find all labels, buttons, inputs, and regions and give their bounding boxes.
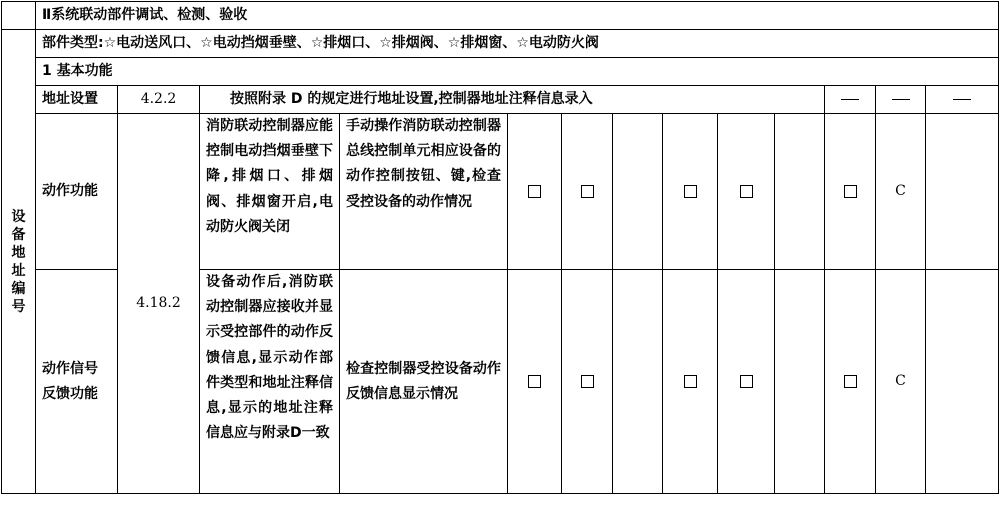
feedback-empty-1 [613,270,663,494]
section-title-row [2,2,999,30]
feedback-name [36,270,118,494]
feedback-grade: C [876,270,926,494]
checkbox-icon[interactable] [740,185,753,198]
action-check-3[interactable] [663,114,718,270]
checkbox-icon[interactable] [684,375,697,388]
address-setting-clause: 4.2.2 [118,86,200,114]
feedback-check-5[interactable] [825,270,876,494]
dash-mark [841,99,859,100]
address-mark-1 [825,86,876,114]
feedback-name-line2: 反馈功能 [42,385,98,402]
action-check-1[interactable] [508,114,562,270]
action-method: 手动操作消防联动控制器总线控制单元相应设备的动作控制按钮、键,检查受控设备的动作情况 [340,114,508,270]
dash-mark [892,99,910,100]
feedback-check-4[interactable] [718,270,775,494]
address-mark-3 [926,86,999,114]
checkbox-icon[interactable] [684,185,697,198]
checkbox-icon[interactable] [528,185,541,198]
action-requirement: 消防联动控制器应能控制电动挡烟垂壁下降,排烟口、排烟阀、排烟窗开启,电动防火阀关闭 [200,114,340,270]
blank-cell [2,2,36,30]
feedback-empty-2 [775,270,825,494]
section-title: Ⅱ系统联动部件调试、检测、验收 [36,2,999,30]
checkbox-icon[interactable] [844,185,857,198]
feedback-check-3[interactable] [663,270,718,494]
feedback-check-2[interactable] [562,270,613,494]
checkbox-icon[interactable] [740,375,753,388]
action-check-4[interactable] [718,114,775,270]
action-empty-2 [775,114,825,270]
basic-function-row [2,58,999,86]
feedback-clause: 4.18.2 [118,114,200,494]
action-function-row [2,114,999,270]
component-types: 部件类型:☆电动送风口、☆电动挡烟垂壁、☆排烟口、☆排烟阀、☆排烟窗、☆电动防火阀 [36,30,999,58]
action-grade: C [876,114,926,270]
action-check-2[interactable] [562,114,613,270]
checkbox-icon[interactable] [844,375,857,388]
feedback-check-1[interactable] [508,270,562,494]
action-check-5[interactable] [825,114,876,270]
component-types-row [2,30,999,58]
checkbox-icon[interactable] [581,375,594,388]
inspection-table [1,1,999,494]
feedback-requirement: 设备动作后,消防联动控制器应接收并显示受控部件的动作反馈信息,显示动作部件类型和地址注释信息,显示的地址注释信息应与附录D一致 [200,270,340,494]
address-setting-row [2,86,999,114]
feedback-name-line1: 动作信号 [42,360,98,377]
checkbox-icon[interactable] [581,185,594,198]
action-empty-1 [613,114,663,270]
device-address-number-label: 设 备 地 址 编 号 [2,30,36,494]
address-mark-2 [876,86,926,114]
feedback-method: 检查控制器受控设备动作反馈信息显示情况 [340,270,508,494]
basic-function-heading: 1 基本功能 [36,58,999,86]
action-empty-3 [926,114,999,270]
feedback-empty-3 [926,270,999,494]
dash-mark [953,99,971,100]
action-function-name: 动作功能 [36,114,118,270]
checkbox-icon[interactable] [528,375,541,388]
address-setting-content: 按照附录 D 的规定进行地址设置,控制器地址注释信息录入 [200,86,825,114]
address-setting-name: 地址设置 [36,86,118,114]
